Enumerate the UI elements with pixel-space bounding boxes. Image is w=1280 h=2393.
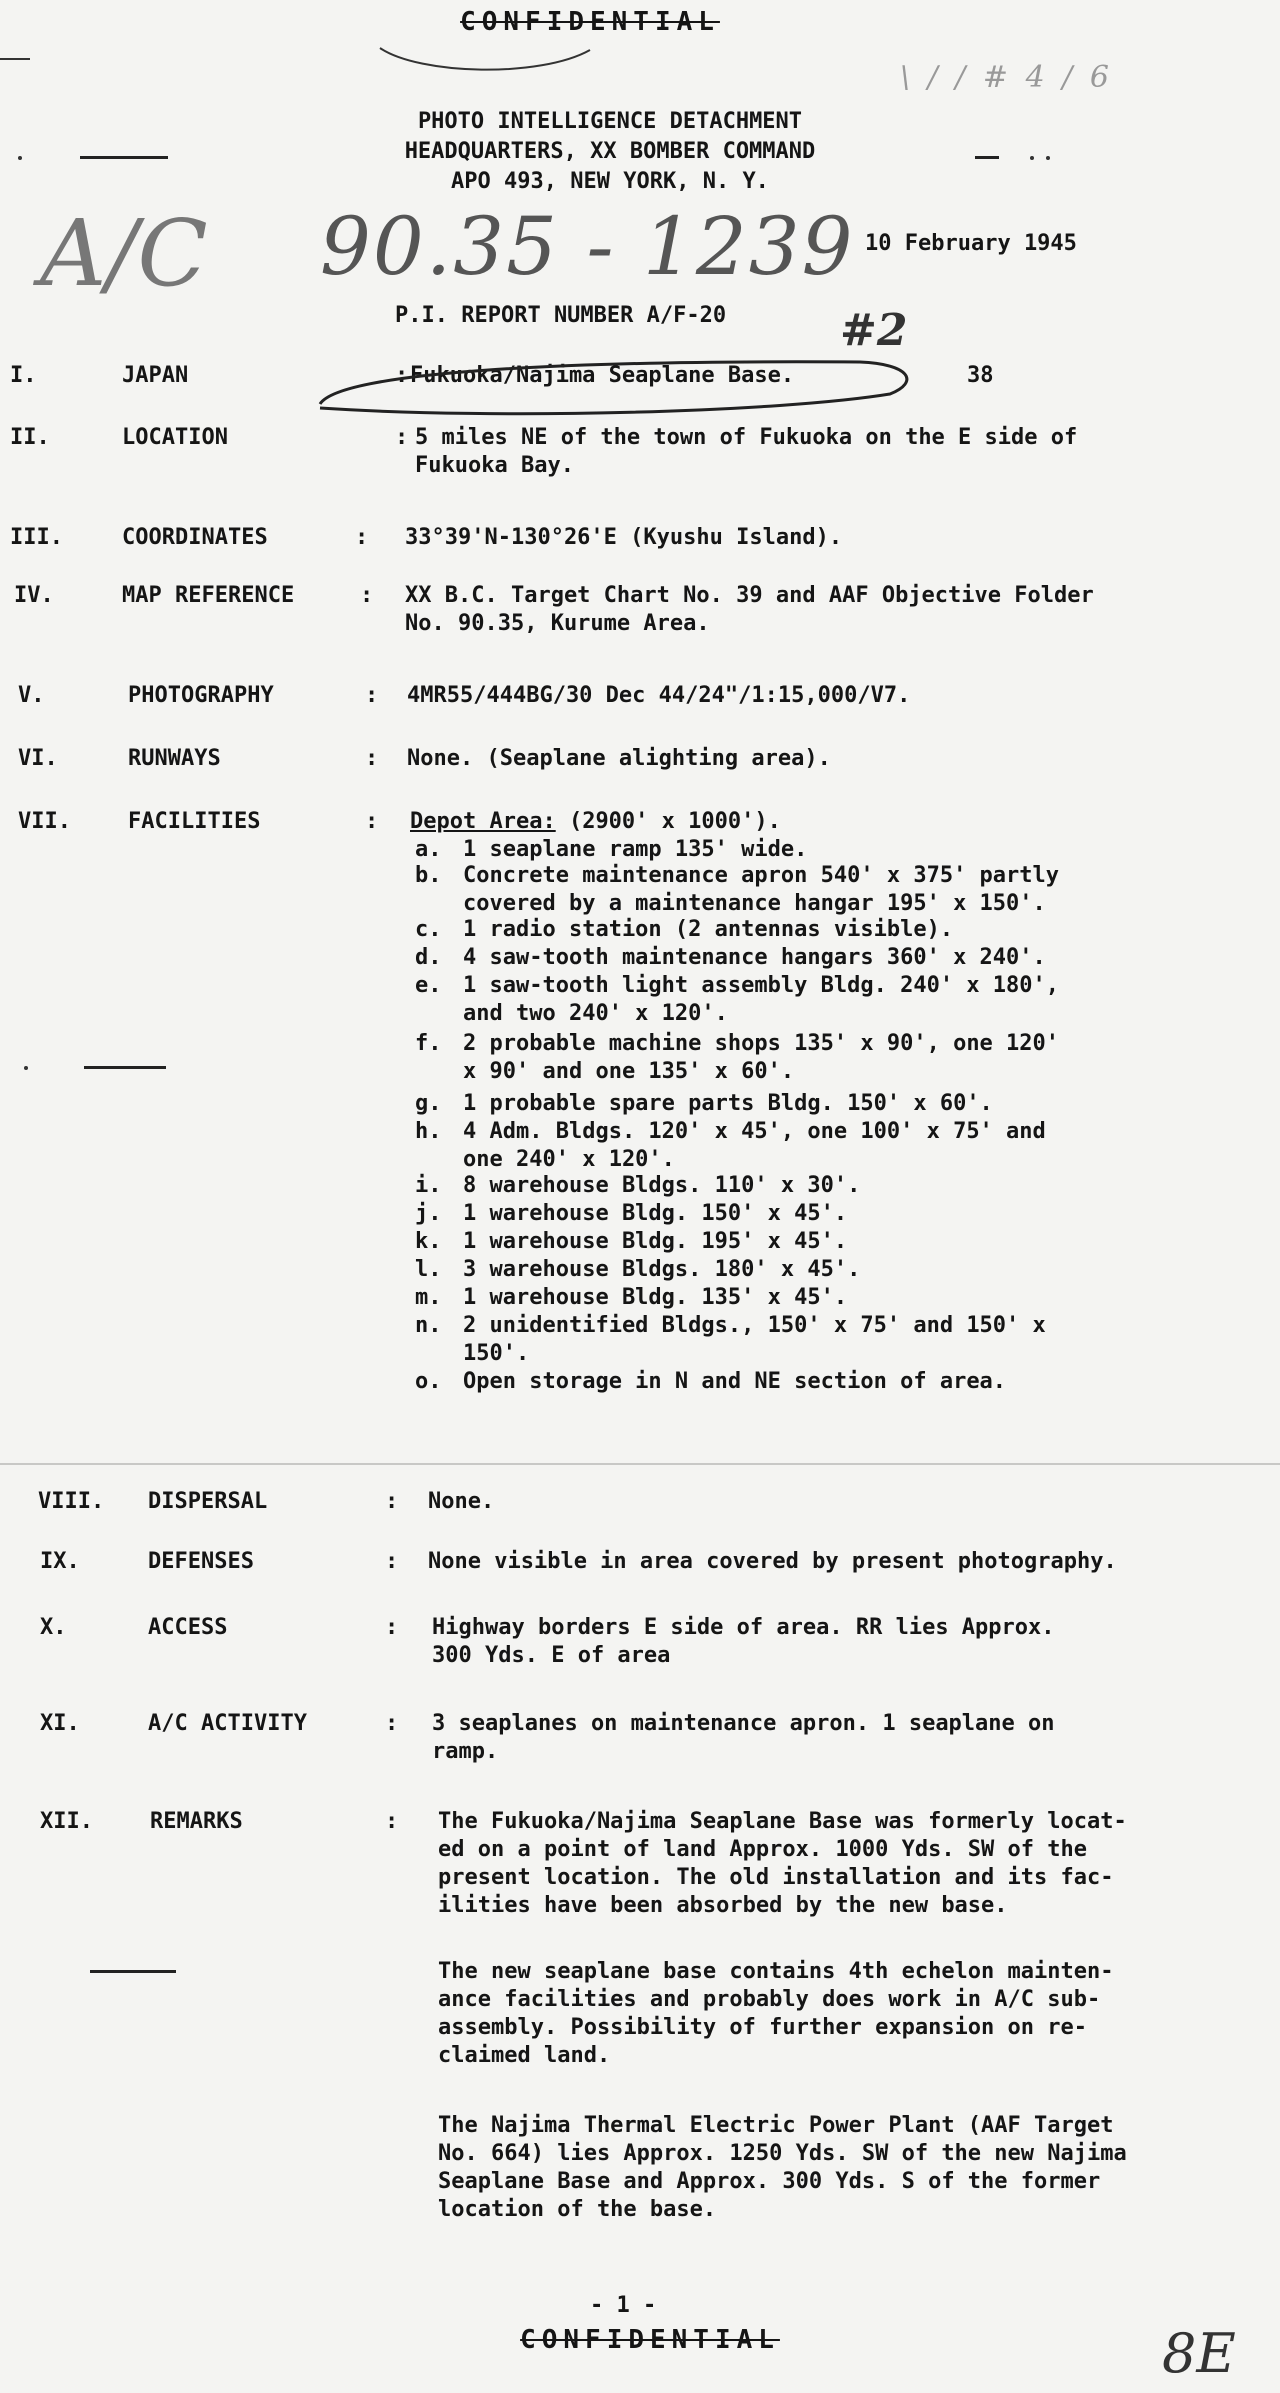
page-fold-line (0, 1463, 1280, 1465)
margin-dot (1030, 156, 1034, 160)
facility-letter: c. (415, 917, 442, 942)
facility-text: 1 warehouse Bldg. 150' x 45'. (463, 1201, 848, 1226)
facility-letter: j. (415, 1201, 442, 1226)
facility-letter: k. (415, 1229, 442, 1254)
section-number: X. (40, 1615, 67, 1640)
section-value: XX B.C. Target Chart No. 39 and AAF Objective Folder No. 90.35, Kurume Area. (405, 583, 1094, 636)
facility-text: 2 unidentified Bldgs., 150' x 75' and 150' x 150'. (463, 1313, 1046, 1366)
handwritten-ac: A/C (40, 200, 208, 307)
facility-letter: g. (415, 1091, 442, 1116)
section-value: None visible in area covered by present photography. (428, 1549, 1117, 1574)
report-number: P.I. REPORT NUMBER A/F-20 (395, 303, 727, 328)
section-colon: : (365, 683, 379, 708)
facility-letter: e. (415, 973, 442, 998)
page-number: - 1 - (590, 2293, 657, 2318)
depot-area-heading: Depot Area: (410, 809, 556, 834)
facility-letter: b. (415, 863, 442, 888)
section-label: REMARKS (150, 1809, 243, 1834)
section-label: ACCESS (148, 1615, 228, 1640)
section-colon: : (395, 425, 409, 450)
section-colon: : (360, 583, 374, 608)
headquarters: HEADQUARTERS, XX BOMBER COMMAND (404, 139, 816, 164)
section-colon: : (365, 809, 379, 834)
section-label: MAP REFERENCE (122, 583, 295, 608)
section-number: VI. (18, 746, 58, 771)
classification-top: CONFIDENTIAL (460, 7, 720, 37)
remarks-paragraph: The Najima Thermal Electric Power Plant (AAF Target No. 664) lies Approx. 1250 Yds. SW of the new Najima Seaplane Base and Approx. 300 Yds. S of the former location of the base. (438, 2113, 1127, 2222)
target-number-38: 38 (967, 363, 994, 388)
section-label: DEFENSES (148, 1549, 254, 1574)
bottom-handwritten-note: 8E (1162, 2322, 1236, 2385)
facility-text: 8 warehouse Bldgs. 110' x 30'. (463, 1173, 861, 1198)
margin-dash (80, 156, 132, 159)
margin-dash (130, 1066, 166, 1069)
facility-text: 1 saw-tooth light assembly Bldg. 240' x 180', and two 240' x 120'. (463, 973, 1060, 1026)
section-colon: : (395, 363, 409, 388)
section-number: XII. (40, 1809, 93, 1834)
section-value: Highway borders E side of area. RR lies Approx. 300 Yds. E of area (432, 1615, 1055, 1668)
facility-text: 3 warehouse Bldgs. 180' x 45'. (463, 1257, 861, 1282)
section-label: JAPAN (122, 363, 189, 388)
remarks-paragraph: The new seaplane base contains 4th echelon mainten- ance facilities and probably does work in A/C sub- assembly. Possibility of further expansion on re- claimed land. (438, 1959, 1114, 2068)
margin-dash (128, 156, 168, 159)
margin-dot (18, 156, 22, 160)
section-value: The Fukuoka/Najima Seaplane Base was formerly locat- ed on a point of land Approx. 1000 Yds. SW of the present location. The old installation and its fac- ilities have been absorbed by the new base. (438, 1809, 1127, 1918)
section-colon: : (385, 1489, 399, 1514)
facility-text: 4 saw-tooth maintenance hangars 360' x 240'. (463, 945, 1046, 970)
section-value: None. (428, 1489, 495, 1514)
facility-letter: h. (415, 1119, 442, 1144)
facility-letter: a. (415, 837, 442, 862)
target-circle-mark (300, 332, 940, 432)
facility-text: 1 warehouse Bldg. 195' x 45'. (463, 1229, 848, 1254)
facility-text: 1 warehouse Bldg. 135' x 45'. (463, 1285, 848, 1310)
classification-loop-mark (360, 30, 600, 80)
section-number: III. (10, 525, 63, 550)
section-label: A/C ACTIVITY (148, 1711, 307, 1736)
facility-letter: f. (415, 1031, 442, 1056)
section-number: VII. (18, 809, 71, 834)
section-colon: : (385, 1809, 399, 1834)
section-value: None. (Seaplane alighting area). (407, 746, 831, 771)
handwritten-mark: #2 (840, 305, 908, 356)
facility-letter: l. (415, 1257, 442, 1282)
margin-dash (140, 1970, 176, 1973)
section-number: II. (10, 425, 50, 450)
margin-dot (24, 1066, 28, 1070)
facility-text: 4 Adm. Bldgs. 120' x 45', one 100' x 75' and one 240' x 120'. (463, 1119, 1046, 1172)
facility-text: Open storage in N and NE section of area. (463, 1369, 1007, 1394)
report-date: 10 February 1945 (865, 231, 1077, 256)
section-label: PHOTOGRAPHY (128, 683, 274, 708)
margin-dash (90, 1970, 142, 1973)
section-label: FACILITIES (128, 809, 261, 834)
apo-address: APO 493, NEW YORK, N. Y. (451, 169, 769, 194)
section-number: IX. (40, 1549, 80, 1574)
section-number: I. (10, 363, 37, 388)
depot-area-size: (2900' x 1000'). (555, 809, 781, 834)
section-colon: : (365, 746, 379, 771)
facility-letter: i. (415, 1173, 442, 1198)
section-value: 3 seaplanes on maintenance apron. 1 seaplane on ramp. (432, 1711, 1055, 1764)
section-value (410, 808, 1230, 836)
section-value: 5 miles NE of the town of Fukuoka on the E side of Fukuoka Bay. (415, 425, 1078, 478)
classification-bottom: CONFIDENTIAL (520, 2325, 780, 2355)
margin-dash (975, 156, 999, 159)
section-colon: : (385, 1711, 399, 1736)
facility-letter: n. (415, 1313, 442, 1338)
top-handwritten-note: \ / / # 4 / 6 (900, 60, 1113, 95)
facility-text: Concrete maintenance apron 540' x 375' partly covered by a maintenance hangar 195' x 150'. (463, 863, 1060, 916)
section-number: V. (18, 683, 45, 708)
handwritten-target-number: 90.35 - 1239 (320, 200, 855, 293)
facility-text: 1 probable spare parts Bldg. 150' x 60'. (463, 1091, 993, 1116)
margin-dash (84, 1066, 136, 1069)
facility-letter: o. (415, 1369, 442, 1394)
facility-letter: d. (415, 945, 442, 970)
facility-text: 2 probable machine shops 135' x 90', one 120' x 90' and one 135' x 60'. (463, 1031, 1060, 1084)
facility-text: 1 seaplane ramp 135' wide. (463, 837, 808, 862)
section-value: 4MR55/444BG/30 Dec 44/24"/1:15,000/V7. (407, 683, 911, 708)
section-label: RUNWAYS (128, 746, 221, 771)
section-colon: : (355, 525, 369, 550)
section-number: XI. (40, 1711, 80, 1736)
section-colon: : (385, 1615, 399, 1640)
facility-letter: m. (415, 1285, 442, 1310)
section-number: IV. (14, 583, 54, 608)
section-label: LOCATION (122, 425, 228, 450)
target-name: Fukuoka/Najima Seaplane Base. (410, 363, 795, 388)
unit-name: PHOTO INTELLIGENCE DETACHMENT (417, 109, 803, 134)
section-label: DISPERSAL (148, 1489, 268, 1514)
margin-dot (1046, 156, 1050, 160)
section-colon: : (385, 1549, 399, 1574)
facility-text: 1 radio station (2 antennas visible). (463, 917, 954, 942)
section-number: VIII. (38, 1489, 105, 1514)
corner-tick (0, 58, 30, 60)
section-value: 33°39'N-130°26'E (Kyushu Island). (405, 525, 843, 550)
section-label: COORDINATES (122, 525, 268, 550)
